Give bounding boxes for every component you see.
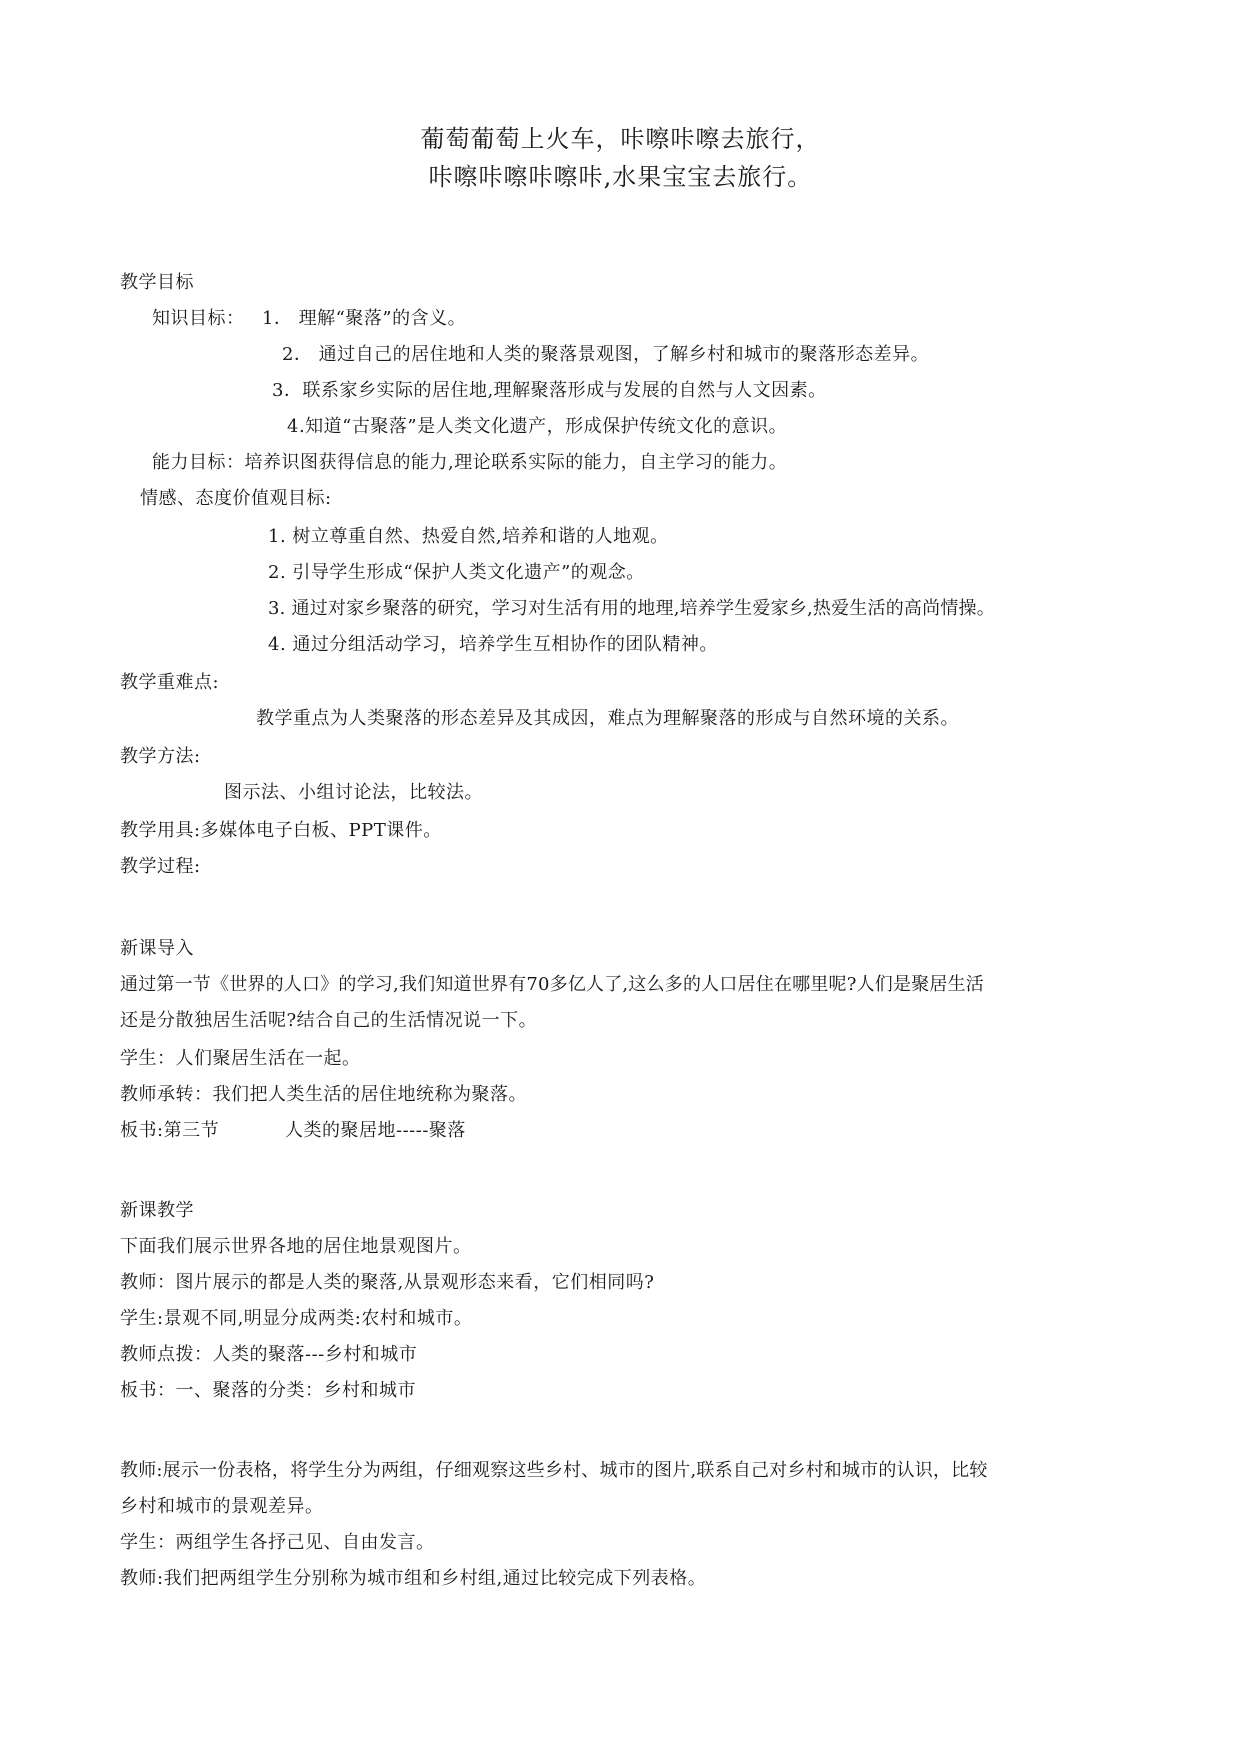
board-label: 板书:第三节	[120, 1120, 220, 1141]
intro-student: 学生：人们聚居生活在一起。	[120, 1048, 361, 1069]
intro-paragraph-line-2: 还是分散独居生活呢?结合自己的生活情况说一下。	[120, 1010, 538, 1031]
teaching-paragraph-line-2: 乡村和城市的景观差异。	[120, 1496, 324, 1517]
teaching-tools: 教学用具:多媒体电子白板、PPT课件。	[120, 820, 442, 841]
knowledge-label: 知识目标：	[152, 308, 245, 329]
teaching-line-4: 教师点拨：人类的聚落---乡村和城市	[120, 1344, 418, 1365]
intro-paragraph-line-1: 通过第一节《世界的人口》的学习,我们知道世界有70多亿人了,这么多的人口居住在哪里呢?人们是聚居生活	[120, 974, 984, 995]
ability-objective: 能力目标：培养识图获得信息的能力,理论联系实际的能力，自主学习的能力。	[152, 452, 788, 473]
objectives-heading: 教学目标	[120, 272, 194, 293]
methods-heading: 教学方法:	[120, 746, 201, 767]
board-text: 人类的聚居地-----聚落	[285, 1120, 466, 1141]
knowledge-item-3: 3．联系家乡实际的居住地,理解聚落形成与发展的自然与人文因素。	[272, 380, 827, 401]
teaching-student: 学生：两组学生各抒己见、自由发言。	[120, 1532, 435, 1553]
key-points-text: 教学重点为人类聚落的形态差异及其成因，难点为理解聚落的形成与自然环境的关系。	[256, 708, 959, 729]
methods-text: 图示法、小组讨论法，比较法。	[224, 782, 483, 803]
teaching-process: 教学过程:	[120, 856, 201, 877]
title-line-2: 咔嚓咔嚓咔嚓咔,水果宝宝去旅行。	[428, 163, 813, 191]
teaching-line-3: 学生:景观不同,明显分成两类:农村和城市。	[120, 1308, 473, 1329]
intro-teacher: 教师承转：我们把人类生活的居住地统称为聚落。	[120, 1084, 527, 1105]
key-points-heading: 教学重难点:	[120, 672, 220, 693]
teaching-line-1: 下面我们展示世界各地的居住地景观图片。	[120, 1236, 472, 1257]
knowledge-item-1: 1． 理解“聚落”的含义。	[262, 308, 467, 329]
teaching-heading: 新课教学	[120, 1200, 194, 1221]
emotion-item-1: 1. 树立尊重自然、热爱自然,培养和谐的人地观。	[268, 526, 669, 547]
teaching-teacher: 教师:我们把两组学生分别称为城市组和乡村组,通过比较完成下列表格。	[120, 1568, 707, 1589]
knowledge-item-4: 4.知道“古聚落”是人类文化遗产，形成保护传统文化的意识。	[287, 416, 788, 437]
emotion-label: 情感、态度价值观目标:	[140, 488, 332, 509]
emotion-item-4: 4. 通过分组活动学习，培养学生互相协作的团队精神。	[268, 634, 718, 655]
intro-heading: 新课导入	[120, 938, 194, 959]
emotion-item-2: 2. 引导学生形成“保护人类文化遗产”的观念。	[268, 562, 645, 583]
teaching-line-5: 板书：一、聚落的分类：乡村和城市	[120, 1380, 416, 1401]
title-line-1: 葡萄葡萄上火车，咔嚓咔嚓去旅行，	[420, 125, 821, 153]
teaching-line-2: 教师：图片展示的都是人类的聚落,从景观形态来看，它们相同吗?	[120, 1272, 655, 1293]
knowledge-item-2: 2． 通过自己的居住地和人类的聚落景观图，了解乡村和城市的聚落形态差异。	[282, 344, 930, 365]
emotion-item-3: 3. 通过对家乡聚落的研究，学习对生活有用的地理,培养学生爱家乡,热爱生活的高尚情操。	[268, 598, 995, 619]
teaching-paragraph-line-1: 教师:展示一份表格，将学生分为两组，仔细观察这些乡村、城市的图片,联系自己对乡村和城市的认识，比较	[120, 1460, 988, 1481]
